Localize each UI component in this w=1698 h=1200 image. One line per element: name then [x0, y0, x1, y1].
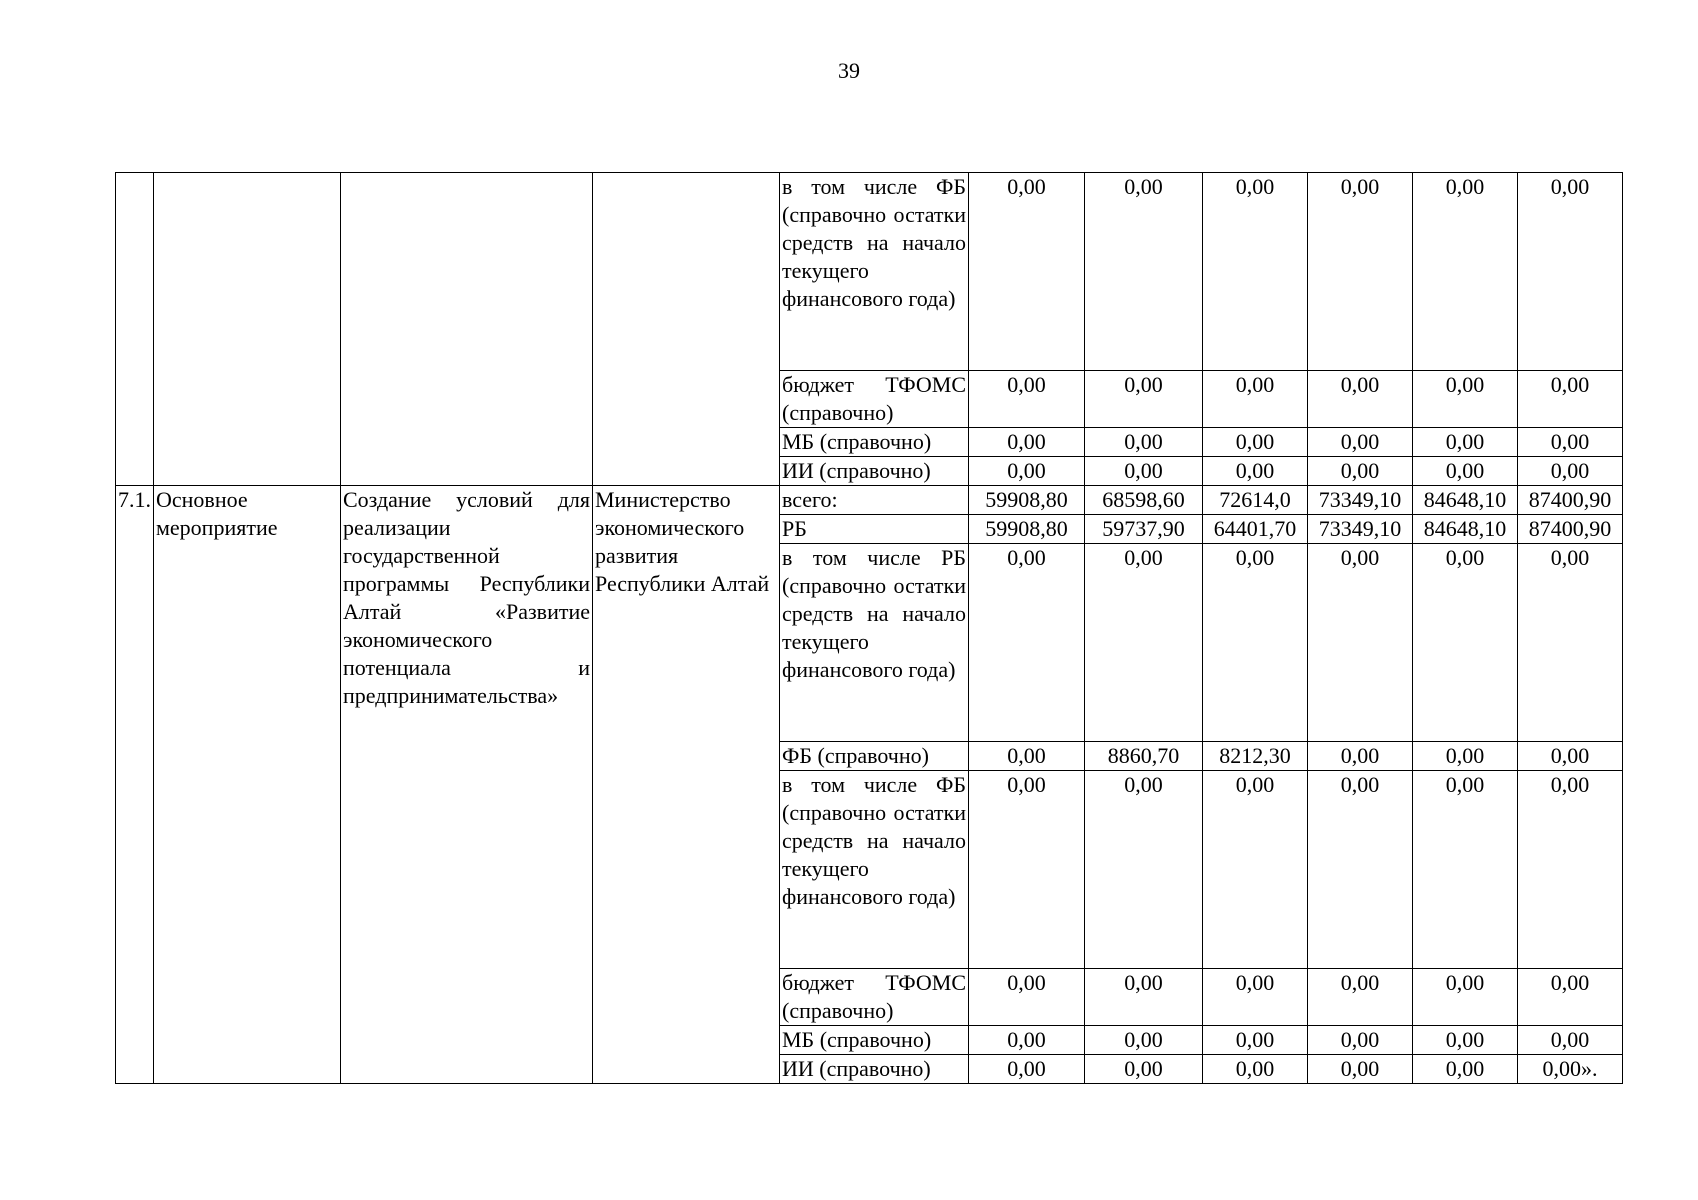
amount-cell: 0,00 — [969, 428, 1085, 457]
amount-cell: 0,00 — [1203, 544, 1308, 742]
table-row — [116, 486, 1623, 515]
amount-cell: 0,00 — [1085, 969, 1203, 1026]
amount-cell: 0,00 — [1518, 771, 1623, 969]
amount-cell: 0,00 — [1203, 1026, 1308, 1055]
table-row — [116, 173, 1623, 371]
blank-executor-cell — [593, 173, 780, 486]
amount-cell: 0,00 — [1413, 1026, 1518, 1055]
amount-cell: 0,00 — [969, 742, 1085, 771]
source-label: в том числе ФБ (справочно остатки средств на начало текущего финансового года) — [780, 173, 969, 371]
amount-cell: 0,00 — [1085, 1055, 1203, 1084]
amount-cell: 0,00 — [1413, 173, 1518, 371]
amount-cell: 59737,90 — [1085, 515, 1203, 544]
amount-cell: 0,00 — [1203, 371, 1308, 428]
amount-cell: 8212,30 — [1203, 742, 1308, 771]
amount-cell: 0,00 — [969, 544, 1085, 742]
amount-cell: 0,00 — [1203, 969, 1308, 1026]
amount-cell: 0,00 — [1308, 1055, 1413, 1084]
amount-cell: 0,00 — [1413, 742, 1518, 771]
amount-cell: 0,00 — [1308, 1026, 1413, 1055]
amount-cell: 0,00 — [1308, 457, 1413, 486]
item-type: Основное мероприятие — [154, 486, 341, 1084]
blank-name-cell — [341, 173, 593, 486]
amount-cell: 0,00 — [1203, 173, 1308, 371]
amount-cell: 0,00 — [969, 969, 1085, 1026]
amount-cell: 59908,80 — [969, 515, 1085, 544]
source-label: РБ — [780, 515, 969, 544]
page-number: 39 — [838, 58, 860, 83]
amount-cell: 59908,80 — [969, 486, 1085, 515]
amount-cell: 0,00 — [1413, 428, 1518, 457]
amount-cell: 0,00 — [1518, 969, 1623, 1026]
amount-cell: 0,00». — [1518, 1055, 1623, 1084]
amount-cell: 84648,10 — [1413, 486, 1518, 515]
amount-cell: 0,00 — [1518, 742, 1623, 771]
blank-number-cell — [116, 173, 154, 486]
amount-cell: 0,00 — [969, 457, 1085, 486]
source-label: МБ (справочно) — [780, 1026, 969, 1055]
amount-cell: 0,00 — [1085, 428, 1203, 457]
amount-cell: 73349,10 — [1308, 515, 1413, 544]
amount-cell: 0,00 — [1413, 771, 1518, 969]
amount-cell: 0,00 — [1413, 544, 1518, 742]
amount-cell: 87400,90 — [1518, 486, 1623, 515]
amount-cell: 0,00 — [969, 1055, 1085, 1084]
item-number: 7.1. — [116, 486, 154, 1084]
amount-cell: 0,00 — [1085, 1026, 1203, 1055]
amount-cell: 0,00 — [1203, 1055, 1308, 1084]
amount-cell: 87400,90 — [1518, 515, 1623, 544]
amount-cell: 68598,60 — [1085, 486, 1203, 515]
amount-cell: 0,00 — [1085, 173, 1203, 371]
amount-cell: 0,00 — [1413, 371, 1518, 428]
amount-cell: 0,00 — [1413, 1055, 1518, 1084]
amount-cell: 0,00 — [1308, 771, 1413, 969]
amount-cell: 0,00 — [969, 173, 1085, 371]
item-name: Создание условий для реализации государственной программы Республики Алтай «Развитие экономического потенциала и предпринимательства» — [341, 486, 593, 1084]
amount-cell: 0,00 — [1413, 969, 1518, 1026]
amount-cell: 0,00 — [1085, 371, 1203, 428]
amount-cell: 0,00 — [969, 371, 1085, 428]
source-label: ФБ (справочно) — [780, 742, 969, 771]
amount-cell: 0,00 — [1518, 544, 1623, 742]
amount-cell: 0,00 — [969, 771, 1085, 969]
amount-cell: 84648,10 — [1413, 515, 1518, 544]
amount-cell: 73349,10 — [1308, 486, 1413, 515]
amount-cell: 72614,0 — [1203, 486, 1308, 515]
amount-cell: 0,00 — [1308, 742, 1413, 771]
amount-cell: 0,00 — [1518, 371, 1623, 428]
source-label: МБ (справочно) — [780, 428, 969, 457]
amount-cell: 0,00 — [969, 1026, 1085, 1055]
source-label: бюджет ТФОМС (справочно) — [780, 371, 969, 428]
source-label: в том числе РБ (справочно остатки средств на начало текущего финансового года) — [780, 544, 969, 742]
amount-cell: 0,00 — [1518, 173, 1623, 371]
amount-cell: 0,00 — [1413, 457, 1518, 486]
amount-cell: 0,00 — [1203, 428, 1308, 457]
amount-cell: 64401,70 — [1203, 515, 1308, 544]
amount-cell: 0,00 — [1085, 457, 1203, 486]
amount-cell: 0,00 — [1518, 457, 1623, 486]
amount-cell: 0,00 — [1203, 457, 1308, 486]
source-label: всего: — [780, 486, 969, 515]
amount-cell: 0,00 — [1308, 544, 1413, 742]
source-label: в том числе ФБ (справочно остатки средств на начало текущего финансового года) — [780, 771, 969, 969]
amount-cell: 0,00 — [1308, 173, 1413, 371]
amount-cell: 0,00 — [1518, 428, 1623, 457]
funding-table — [115, 172, 1623, 1084]
source-label: ИИ (справочно) — [780, 457, 969, 486]
source-label: ИИ (справочно) — [780, 1055, 969, 1084]
amount-cell: 0,00 — [1308, 371, 1413, 428]
amount-cell: 0,00 — [1308, 428, 1413, 457]
blank-type-cell — [154, 173, 341, 486]
amount-cell: 0,00 — [1085, 544, 1203, 742]
amount-cell: 0,00 — [1203, 771, 1308, 969]
item-executor: Министерство экономического развития Республики Алтай — [593, 486, 780, 1084]
source-label: бюджет ТФОМС (справочно) — [780, 969, 969, 1026]
amount-cell: 8860,70 — [1085, 742, 1203, 771]
amount-cell: 0,00 — [1308, 969, 1413, 1026]
amount-cell: 0,00 — [1085, 771, 1203, 969]
amount-cell: 0,00 — [1518, 1026, 1623, 1055]
